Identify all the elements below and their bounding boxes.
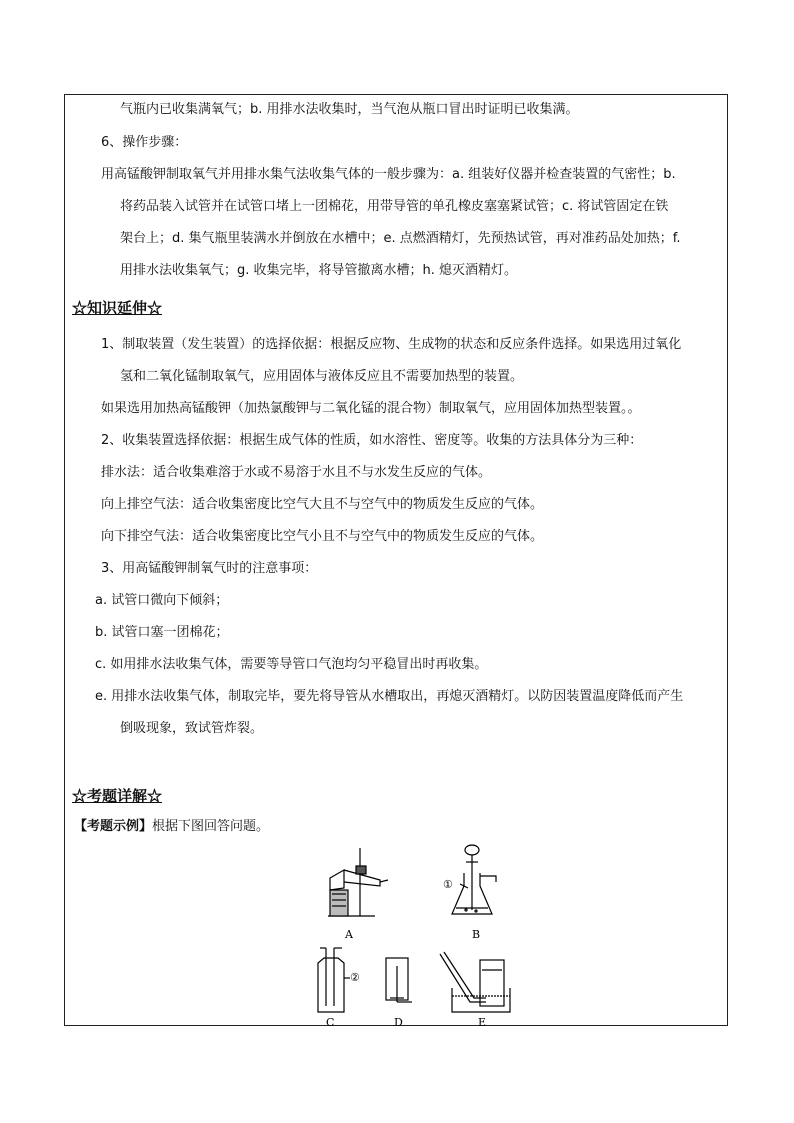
- knowledge-line: 如果选用加热高锰酸钾（加热氯酸钾与二氧化锰的混合物）制取氧气，应用固体加热型装置。。: [101, 401, 641, 416]
- knowledge-line: b. 试管口塞一团棉花；: [95, 625, 229, 640]
- figure-label-d: D: [394, 1016, 403, 1028]
- figure-label-e: E: [478, 1016, 487, 1028]
- apparatus-a-heating: [328, 848, 388, 916]
- apparatus-figure: [300, 838, 530, 1028]
- example-text: 根据下图回答问题。: [152, 819, 270, 834]
- example-label: 【考题示例】: [74, 819, 153, 834]
- knowledge-line: 向下排空气法：适合收集密度比空气小且不与空气中的物质发生反应的气体。: [101, 529, 544, 544]
- step6-title: 6、操作步骤：: [101, 135, 188, 150]
- figure-label-a: A: [345, 928, 353, 941]
- step-line: 将药品装入试管并在试管口堵上一团棉花，用带导管的单孔橡皮塞塞紧试管；c. 将试管固定在铁: [120, 199, 669, 214]
- knowledge-line: 3、用高锰酸钾制氧气时的注意事项：: [101, 561, 318, 576]
- marker-2: ②: [350, 971, 360, 984]
- knowledge-line: 氢和二氧化锰制取氧气，应用固体与液体反应且不需要加热型的装置。: [120, 369, 524, 384]
- knowledge-line: 倒吸现象，致试管炸裂。: [120, 721, 264, 736]
- figure-label-b: B: [472, 928, 481, 941]
- section-heading-knowledge: ☆知识延伸☆: [72, 299, 163, 317]
- apparatus-d-bottle: [386, 958, 412, 1002]
- knowledge-line: 2、收集装置选择依据：根据生成气体的性质，如水溶性、密度等。收集的方法具体分为三种：: [101, 433, 643, 448]
- knowledge-line: e. 用排水法收集气体，制取完毕，要先将导管从水槽取出，再熄灭酒精灯。以防因装置温度降低而产生: [95, 689, 684, 704]
- marker-1: ①: [443, 878, 453, 891]
- section-heading-exam: ☆考题详解☆: [72, 787, 163, 805]
- example-line: [74, 818, 269, 836]
- knowledge-line: 1、制取装置（发生装置）的选择依据：根据反应物、生成物的状态和反应条件选择。如果选用过氧化: [101, 337, 682, 352]
- knowledge-line: 排水法：适合收集难溶于水或不易溶于水且不与水发生反应的气体。: [101, 465, 492, 480]
- apparatus-b-flask: [452, 845, 496, 914]
- knowledge-line: a. 试管口微向下倾斜；: [95, 593, 229, 608]
- knowledge-line: 向上排空气法：适合收集密度比空气大且不与空气中的物质发生反应的气体。: [101, 497, 544, 512]
- step-line: 用高锰酸钾制取氧气并用排水集气法收集气体的一般步骤为：a. 组装好仪器并检查装置的气密性；b.: [101, 167, 676, 182]
- apparatus-c-bottle: [318, 948, 350, 1012]
- step-line: 用排水法收集氧气；g. 收集完毕，将导管撤离水槽；h. 熄灭酒精灯。: [120, 263, 518, 278]
- continued-line: 气瓶内已收集满氧气；b. 用排水法收集时，当气泡从瓶口冒出时证明已收集满。: [120, 102, 579, 117]
- figure-label-c: C: [326, 1016, 335, 1028]
- step-line: 架台上；d. 集气瓶里装满水并倒放在水槽中；e. 点燃酒精灯，先预热试管，再对准药品处加热；f.: [120, 231, 681, 246]
- apparatus-e-trough: [440, 952, 510, 1012]
- knowledge-line: c. 如用排水法收集气体，需要等导管口气泡均匀平稳冒出时再收集。: [95, 657, 488, 672]
